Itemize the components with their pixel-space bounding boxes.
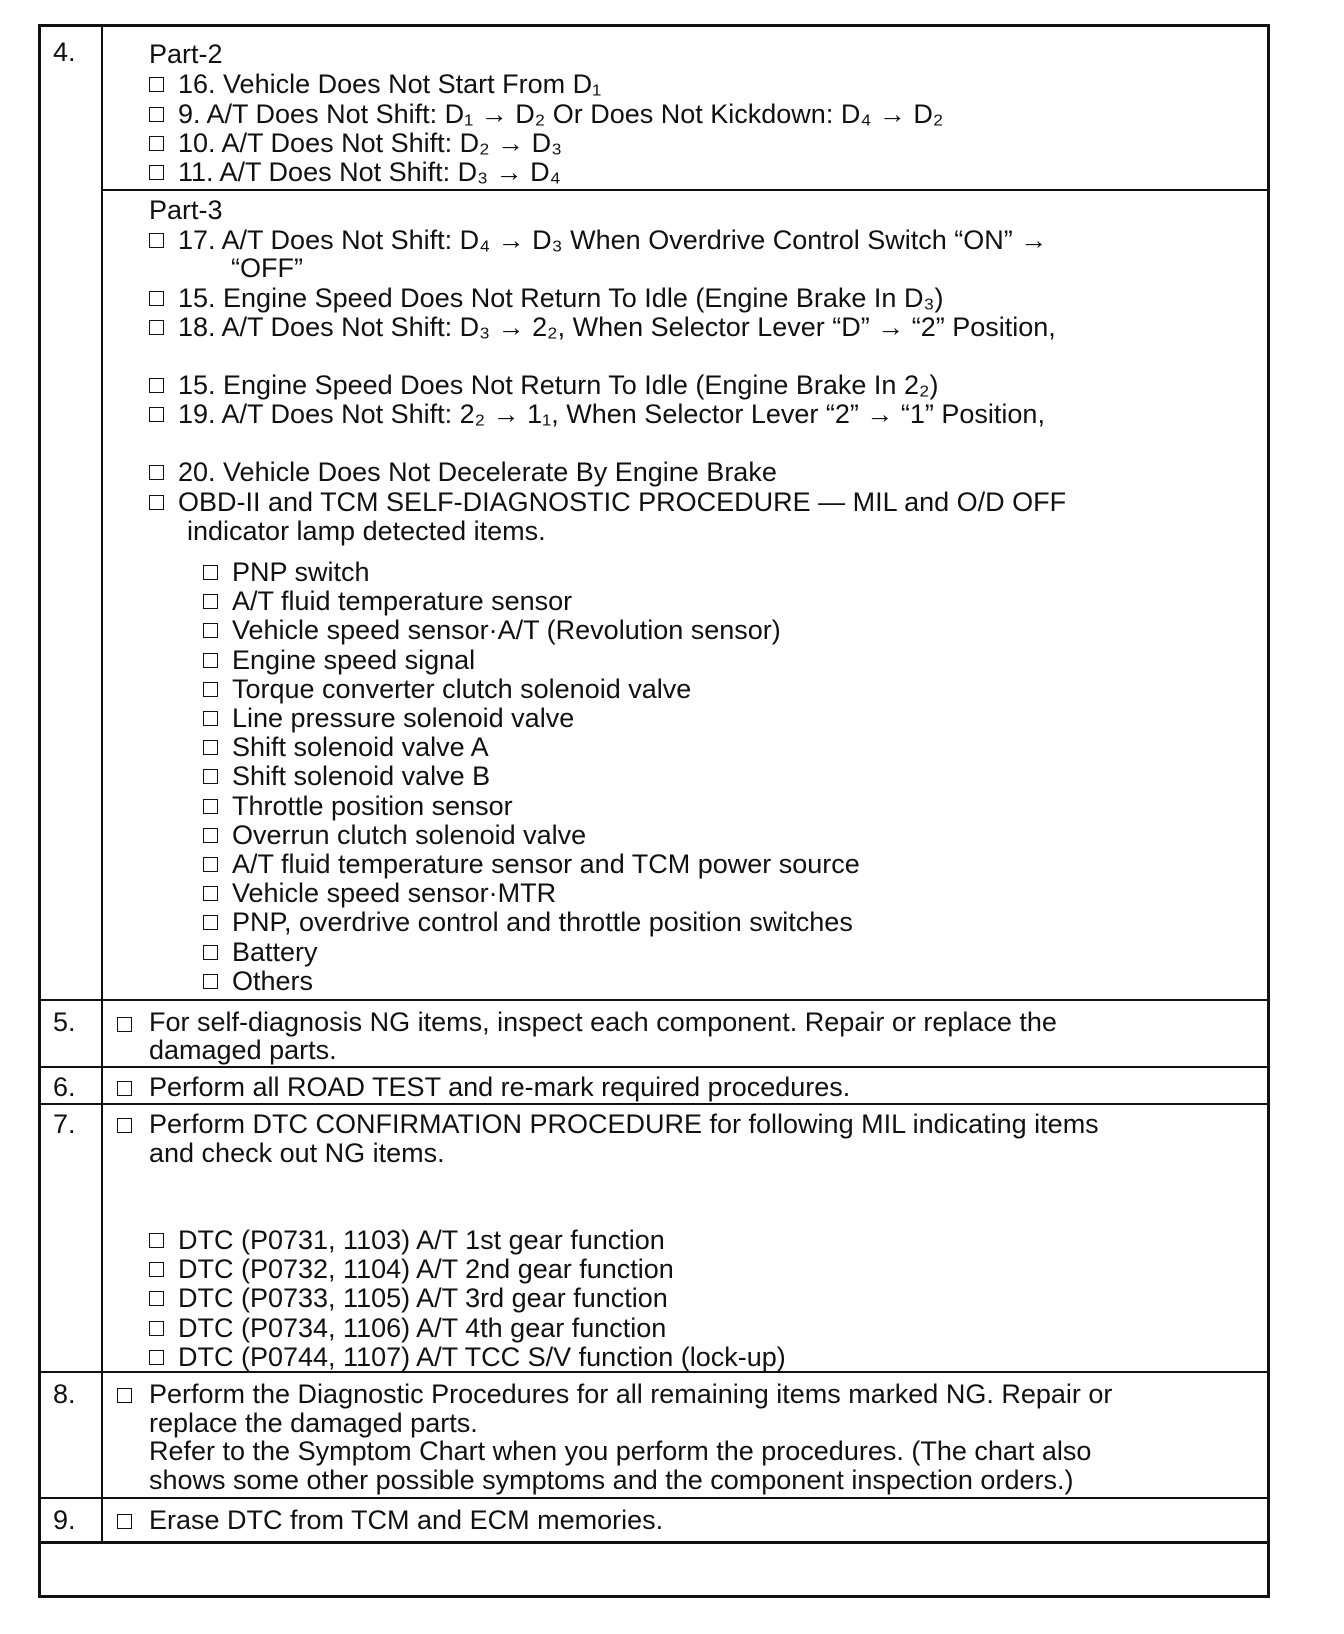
dtc-item[interactable]: DTC (P0732, 1104) A/T 2nd gear function	[149, 1254, 674, 1284]
column-divider	[101, 1068, 103, 1103]
step-text: shows some other possible symptoms and the component inspection orders.)	[149, 1465, 1074, 1495]
step-text: For self-diagnosis NG items, inspect each component. Repair or replace the	[149, 1007, 1057, 1037]
step-4-body	[111, 27, 1257, 999]
step-8-row	[41, 1371, 1267, 1497]
checkbox[interactable]	[203, 945, 218, 960]
checkbox[interactable]	[149, 1350, 164, 1365]
part3-title: Part-3	[149, 195, 223, 225]
step-text: damaged parts.	[149, 1035, 337, 1065]
checklist-item[interactable]: OBD-II and TCM SELF-DIAGNOSTIC PROCEDURE — MIL and O/D OFF	[149, 487, 1066, 517]
step-text: Refer to the Symptom Chart when you perform the procedures. (The chart also	[149, 1436, 1092, 1466]
checkbox[interactable]	[149, 165, 164, 180]
sub-item[interactable]: Overrun clutch solenoid valve	[203, 820, 586, 850]
checkbox[interactable]	[203, 594, 218, 609]
checkbox[interactable]	[149, 1262, 164, 1277]
sub-item[interactable]: Vehicle speed sensor·A/T (Revolution sensor)	[203, 615, 781, 645]
sub-item[interactable]: Torque converter clutch solenoid valve	[203, 674, 691, 704]
checkbox[interactable]	[203, 740, 218, 755]
checkbox[interactable]	[203, 769, 218, 784]
checkbox[interactable]	[149, 233, 164, 248]
sub-item[interactable]: Vehicle speed sensor·MTR	[203, 878, 556, 908]
checkbox[interactable]	[149, 407, 164, 422]
dtc-item[interactable]: DTC (P0733, 1105) A/T 3rd gear function	[149, 1283, 668, 1313]
checkbox[interactable]	[149, 1321, 164, 1336]
step-number: 8.	[53, 1379, 76, 1409]
column-divider	[101, 1373, 103, 1497]
sub-item[interactable]: Throttle position sensor	[203, 791, 513, 821]
checklist-item[interactable]: 16. Vehicle Does Not Start From D₁	[149, 69, 601, 99]
step-text: and check out NG items.	[149, 1138, 445, 1168]
checkbox[interactable]	[203, 653, 218, 668]
checkbox[interactable]	[203, 857, 218, 872]
sub-item[interactable]: PNP switch	[203, 557, 370, 587]
checkbox[interactable]	[203, 799, 218, 814]
checklist-item[interactable]: 11. A/T Does Not Shift: D₃ → D₄	[149, 157, 561, 187]
checklist-item[interactable]: 10. A/T Does Not Shift: D₂ → D₃	[149, 128, 562, 158]
checkbox[interactable]	[149, 77, 164, 92]
step-9-row	[41, 1497, 1267, 1595]
step-text: replace the damaged parts.	[149, 1408, 478, 1438]
sub-item[interactable]: Shift solenoid valve B	[203, 761, 490, 791]
part2-title: Part-2	[149, 39, 223, 69]
item-continuation: indicator lamp detected items.	[187, 516, 546, 546]
step-text: Perform DTC CONFIRMATION PROCEDURE for following MIL indicating items	[149, 1109, 1099, 1139]
checkbox[interactable]	[149, 465, 164, 480]
checkbox[interactable]	[203, 682, 218, 697]
checklist-item[interactable]: 20. Vehicle Does Not Decelerate By Engine Brake	[149, 457, 777, 487]
step-text: Erase DTC from TCM and ECM memories.	[149, 1505, 664, 1535]
sub-item[interactable]: A/T fluid temperature sensor and TCM power source	[203, 849, 860, 879]
step-5-row	[41, 999, 1267, 1066]
checklist-table	[38, 24, 1270, 1598]
checkbox[interactable]	[149, 320, 164, 335]
checkbox[interactable]	[203, 711, 218, 726]
checkbox[interactable]	[149, 495, 164, 510]
checklist-item[interactable]: 15. Engine Speed Does Not Return To Idle (Engine Brake In 2₂)	[149, 370, 938, 400]
dtc-item[interactable]: DTC (P0731, 1103) A/T 1st gear function	[149, 1225, 665, 1255]
checkbox[interactable]	[203, 915, 218, 930]
checkbox[interactable]	[149, 1233, 164, 1248]
table-bottom-border	[41, 1541, 1267, 1544]
sub-item[interactable]: PNP, overdrive control and throttle position switches	[203, 907, 853, 937]
checkbox[interactable]	[203, 828, 218, 843]
checklist-item[interactable]: 15. Engine Speed Does Not Return To Idle (Engine Brake In D₃)	[149, 283, 943, 313]
checklist-item[interactable]: 18. A/T Does Not Shift: D₃ → 2₂, When Selector Lever “D” → “2” Position,	[149, 312, 1056, 342]
column-divider	[101, 27, 103, 999]
step-text: Perform the Diagnostic Procedures for all remaining items marked NG. Repair or	[149, 1379, 1113, 1409]
checklist-item[interactable]: 17. A/T Does Not Shift: D₄ → D₃ When Overdrive Control Switch “ON” →	[149, 225, 1047, 255]
checklist-item[interactable]: 9. A/T Does Not Shift: D₁ → D₂ Or Does Not Kickdown: D₄ → D₂	[149, 99, 943, 129]
step-7-row	[41, 1103, 1267, 1371]
sub-item[interactable]: Engine speed signal	[203, 645, 475, 675]
step-number: 5.	[53, 1007, 76, 1037]
step-text: Perform all ROAD TEST and re-mark required procedures.	[149, 1072, 851, 1102]
checkbox[interactable]	[203, 623, 218, 638]
step-4-row	[41, 27, 1267, 999]
checkbox[interactable]	[203, 886, 218, 901]
sub-item[interactable]: Line pressure solenoid valve	[203, 703, 574, 733]
checklist-item[interactable]: 19. A/T Does Not Shift: 2₂ → 1₁, When Selector Lever “2” → “1” Position,	[149, 399, 1045, 429]
column-divider	[101, 1499, 103, 1541]
sub-item[interactable]: Others	[203, 966, 313, 996]
checkbox[interactable]	[149, 378, 164, 393]
step-number: 9.	[53, 1505, 76, 1535]
checkbox[interactable]	[149, 1291, 164, 1306]
sub-item[interactable]: Battery	[203, 937, 318, 967]
checkbox[interactable]	[203, 974, 218, 989]
checkbox[interactable]	[149, 136, 164, 151]
dtc-item[interactable]: DTC (P0734, 1106) A/T 4th gear function	[149, 1313, 666, 1343]
step-number: 6.	[53, 1072, 76, 1102]
step-number: 7.	[53, 1109, 76, 1139]
dtc-item[interactable]: DTC (P0744, 1107) A/T TCC S/V function (lock-up)	[149, 1342, 786, 1372]
column-divider	[101, 1001, 103, 1066]
item-continuation: “OFF”	[231, 253, 303, 283]
step-number: 4.	[53, 37, 76, 67]
step-6-row	[41, 1066, 1267, 1103]
sub-item[interactable]: Shift solenoid valve A	[203, 732, 489, 762]
checkbox[interactable]	[149, 291, 164, 306]
checkbox[interactable]	[149, 107, 164, 122]
sub-item[interactable]: A/T fluid temperature sensor	[203, 586, 572, 616]
column-divider	[101, 1105, 103, 1371]
checkbox[interactable]	[203, 565, 218, 580]
